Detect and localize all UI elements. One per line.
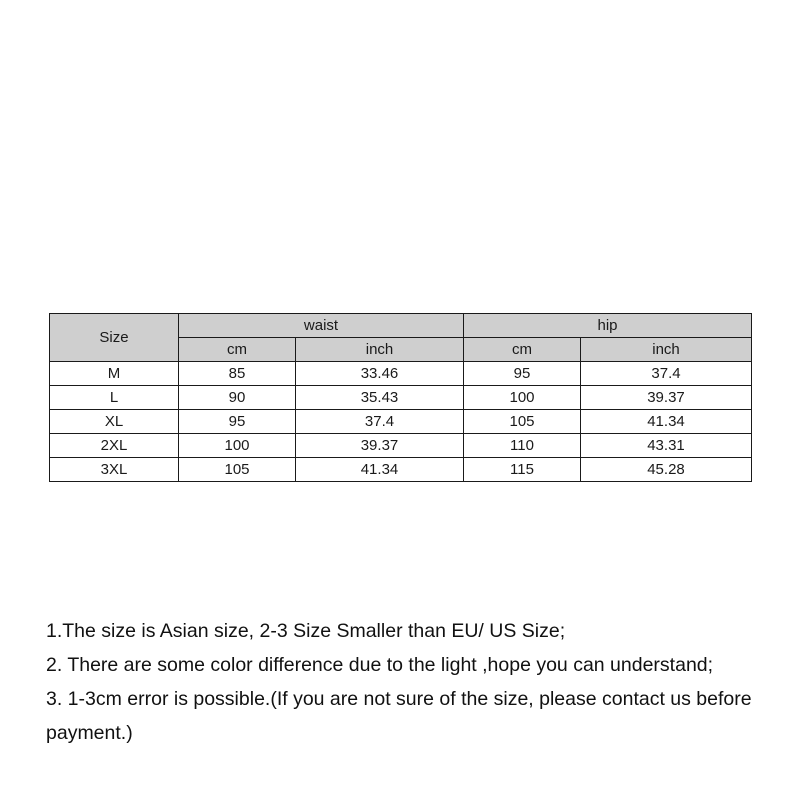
waist-cm-cell: 100 xyxy=(179,434,296,458)
hip-inch-cell: 45.28 xyxy=(581,458,752,482)
hip-cm-header: cm xyxy=(464,338,581,362)
waist-inch-header: inch xyxy=(296,338,464,362)
waist-header: waist xyxy=(179,314,464,338)
hip-inch-cell: 41.34 xyxy=(581,410,752,434)
waist-cm-cell: 105 xyxy=(179,458,296,482)
waist-inch-cell: 41.34 xyxy=(296,458,464,482)
size-header: Size xyxy=(50,314,179,362)
hip-cm-cell: 105 xyxy=(464,410,581,434)
size-cell: M xyxy=(50,362,179,386)
note-asian-size: 1.The size is Asian size, 2-3 Size Smaller than EU/ US Size; xyxy=(46,620,566,642)
waist-cm-header: cm xyxy=(179,338,296,362)
table-row xyxy=(50,410,752,434)
waist-inch-cell: 37.4 xyxy=(296,410,464,434)
size-cell: 3XL xyxy=(50,458,179,482)
hip-inch-header: inch xyxy=(581,338,752,362)
table-row xyxy=(50,434,752,458)
size-notes xyxy=(46,614,776,750)
size-cell: L xyxy=(50,386,179,410)
note-measurement-error: 3. 1-3cm error is possible.(If you are not sure of the size, please contact us before payment.) xyxy=(46,688,752,744)
table-row xyxy=(50,386,752,410)
hip-inch-cell: 43.31 xyxy=(581,434,752,458)
waist-cm-cell: 85 xyxy=(179,362,296,386)
hip-cm-cell: 100 xyxy=(464,386,581,410)
table-row xyxy=(50,362,752,386)
size-chart-table xyxy=(49,313,752,482)
waist-cm-cell: 90 xyxy=(179,386,296,410)
waist-inch-cell: 39.37 xyxy=(296,434,464,458)
hip-header: hip xyxy=(464,314,752,338)
hip-cm-cell: 110 xyxy=(464,434,581,458)
waist-inch-cell: 35.43 xyxy=(296,386,464,410)
table-row xyxy=(50,458,752,482)
note-color-difference: 2. There are some color difference due to the light ,hope you can understand; xyxy=(46,654,714,676)
hip-cm-cell: 115 xyxy=(464,458,581,482)
hip-inch-cell: 37.4 xyxy=(581,362,752,386)
hip-cm-cell: 95 xyxy=(464,362,581,386)
waist-inch-cell: 33.46 xyxy=(296,362,464,386)
waist-cm-cell: 95 xyxy=(179,410,296,434)
size-cell: 2XL xyxy=(50,434,179,458)
size-cell: XL xyxy=(50,410,179,434)
hip-inch-cell: 39.37 xyxy=(581,386,752,410)
